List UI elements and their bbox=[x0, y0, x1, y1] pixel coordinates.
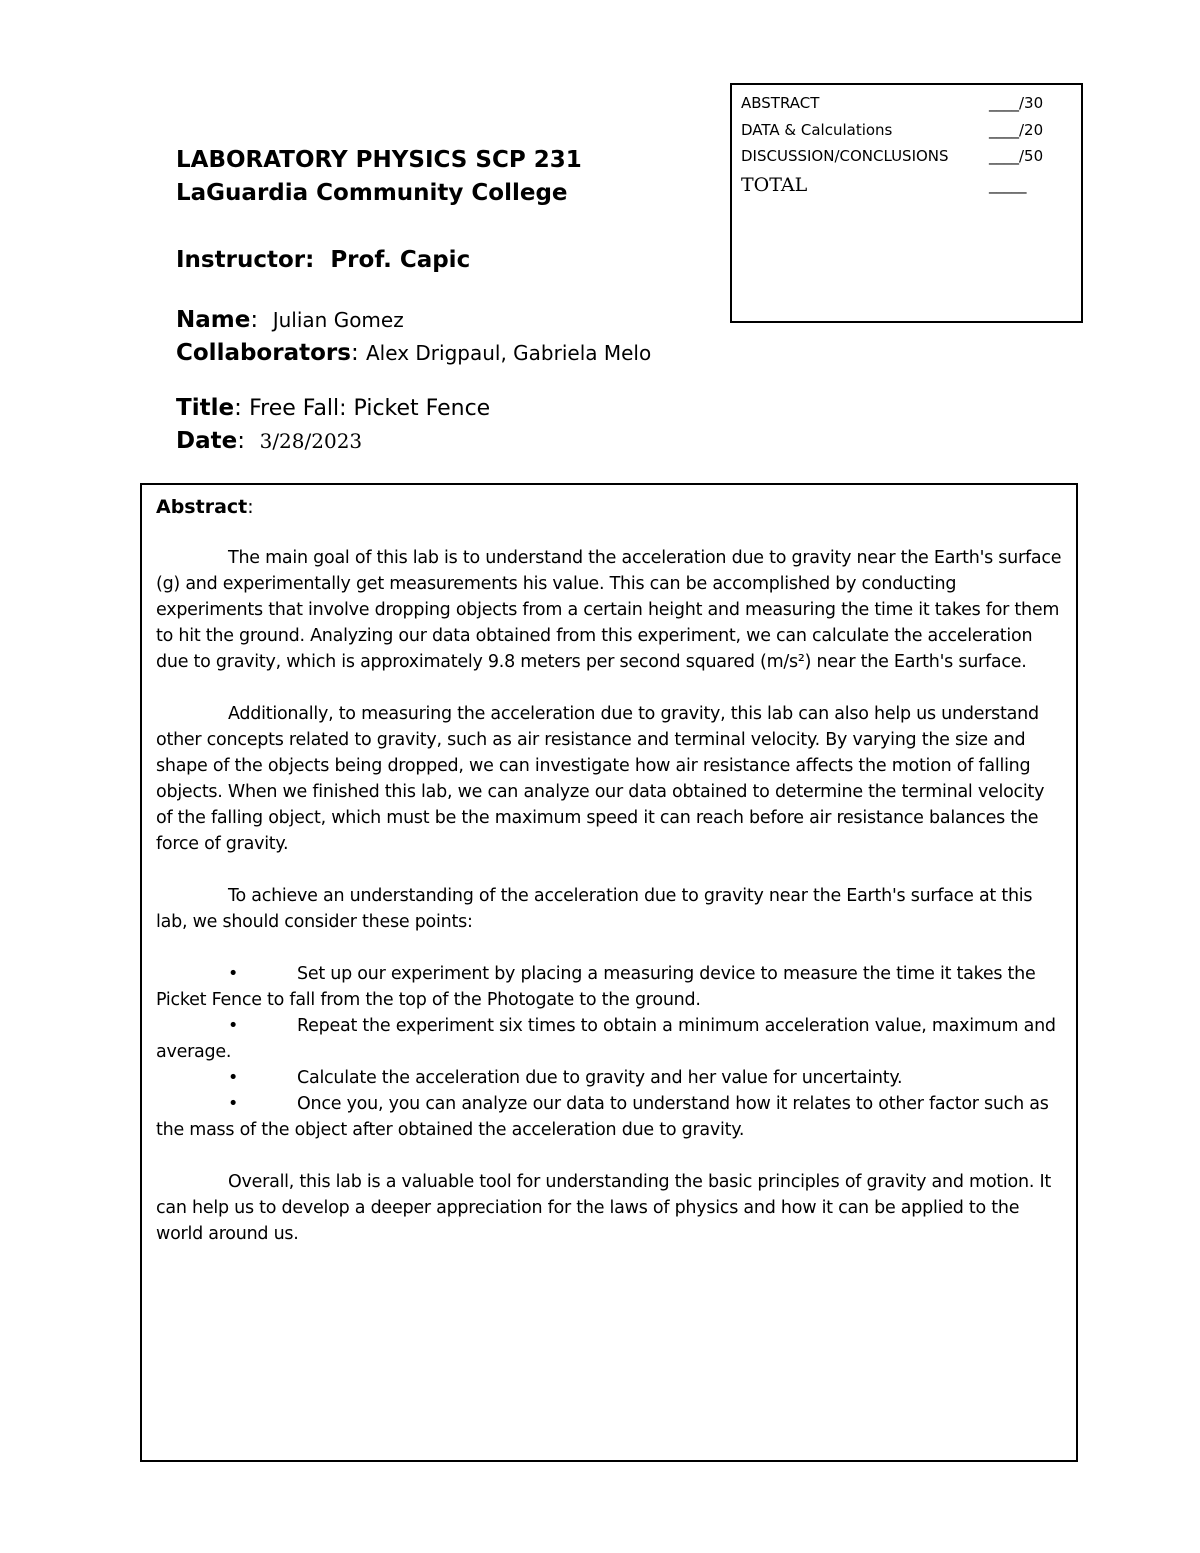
bullet-item bbox=[156, 961, 1062, 1013]
title-value: Free Fall: Picket Fence bbox=[249, 396, 491, 421]
grading-row-abstract bbox=[741, 90, 1073, 117]
instructor-line bbox=[176, 244, 716, 276]
course-title: LABORATORY PHYSICS SCP 231 bbox=[176, 147, 582, 173]
bullet-item bbox=[156, 1091, 1062, 1143]
abstract-box bbox=[140, 483, 1078, 1462]
grading-row-total bbox=[741, 170, 1073, 200]
instructor-value: Prof. Capic bbox=[330, 247, 471, 273]
bullet-text: Set up our experiment by placing a measuring device to measure the time it takes the Picket Fence to fall from the top of the Photogate to the ground. bbox=[156, 964, 1036, 1010]
title-line: Title: Free Fall: Picket Fence bbox=[176, 395, 491, 421]
bullet-dot-icon: • bbox=[228, 1016, 239, 1036]
grading-total-score: _____ bbox=[989, 175, 1027, 194]
grading-score: ____/30 bbox=[989, 94, 1044, 112]
abstract-heading: Abstract: bbox=[156, 496, 254, 518]
name-line: Name: Julian Gomez bbox=[176, 307, 404, 333]
grading-row-discussion bbox=[741, 143, 1073, 170]
report-header bbox=[176, 144, 716, 458]
grading-label: DATA & Calculations bbox=[741, 120, 893, 139]
bullet-item bbox=[156, 1013, 1062, 1065]
bullet-dot-icon: • bbox=[228, 1094, 239, 1114]
grading-total-label: TOTAL bbox=[741, 173, 808, 196]
abstract-paragraph: Additionally, to measuring the acceleration due to gravity, this lab can also help us understand other concepts related to gravity, such as air resistance and terminal velocity. By varying the size and shape of the objects being dropped, we can investigate how air resistance affects the motion of falling objects. When we finished this lab, we can analyze our data obtained to determine the terminal velocity of the falling object, which must be the maximum speed it can reach before air resistance balances the force of gravity. bbox=[156, 704, 1045, 854]
grading-score: ____/20 bbox=[989, 120, 1044, 139]
date-value: 3/28/2023 bbox=[259, 429, 363, 453]
abstract-paragraph: To achieve an understanding of the acceleration due to gravity near the Earth's surface at this lab, we should consider these points: bbox=[156, 886, 1033, 932]
grading-box bbox=[730, 83, 1083, 323]
title-label: Title bbox=[176, 395, 235, 421]
bullet-text: Repeat the experiment six times to obtain a minimum acceleration value, maximum and average. bbox=[156, 1016, 1056, 1062]
date-label: Date bbox=[176, 428, 238, 454]
collaborators-label: Collaborators bbox=[176, 340, 351, 366]
bullet-text: Once you, you can analyze our data to understand how it relates to other factor such as the mass of the object after obtained the acceleration due to gravity. bbox=[156, 1094, 1049, 1140]
college-name: LaGuardia Community College bbox=[176, 180, 568, 206]
instructor-label: Instructor: bbox=[176, 247, 315, 273]
abstract-paragraph: The main goal of this lab is to understand the acceleration due to gravity near the Earth's surface (g) and experimentally get measurements his value. This can be accomplished by conducting experiments that involve dropping objects from a certain height and measuring the time it takes for them to hit the ground. Analyzing our data obtained from this experiment, we can calculate the acceleration due to gravity, which is approximately 9.8 meters per second squared (m/s²) near the Earth's surface. bbox=[156, 548, 1062, 672]
bullet-item bbox=[156, 1065, 1062, 1091]
bullet-text: Calculate the acceleration due to gravity and her value for uncertainty. bbox=[297, 1068, 903, 1088]
abstract-bullet-list bbox=[156, 961, 1062, 1143]
collaborators-line: Collaborators: Alex Drigpaul, Gabriela Melo bbox=[176, 340, 652, 366]
bullet-dot-icon: • bbox=[228, 964, 239, 984]
date-line: Date: 3/28/2023 bbox=[176, 428, 363, 454]
grading-label: ABSTRACT bbox=[741, 94, 820, 112]
abstract-closing-paragraph: Overall, this lab is a valuable tool for understanding the basic principles of gravity and motion. It can help us to develop a deeper appreciation for the laws of physics and how it can be applied to the world around us. bbox=[156, 1172, 1051, 1244]
bullet-dot-icon: • bbox=[228, 1068, 239, 1088]
collaborators-value: Alex Drigpaul, Gabriela Melo bbox=[366, 341, 652, 365]
name-value: Julian Gomez bbox=[272, 308, 404, 332]
grading-row-data bbox=[741, 117, 1073, 144]
abstract-heading-label: Abstract bbox=[156, 496, 248, 518]
grading-label: DISCUSSION/CONCLUSIONS bbox=[741, 147, 949, 165]
grading-score: ____/50 bbox=[989, 147, 1044, 165]
name-label: Name bbox=[176, 307, 251, 333]
